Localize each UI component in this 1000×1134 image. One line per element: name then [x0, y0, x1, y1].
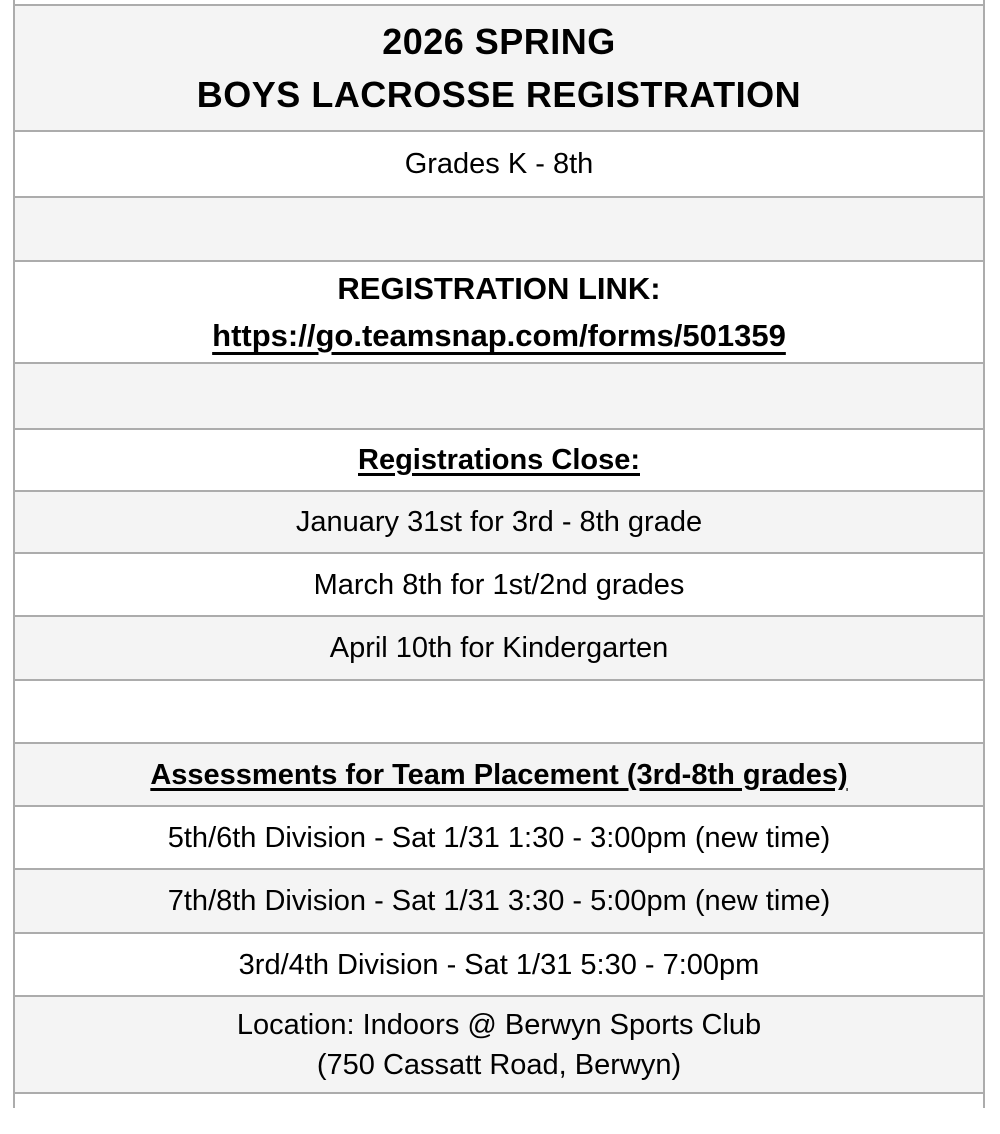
location-row [15, 997, 983, 1094]
page-title-line-1: 2026 SPRING [382, 21, 616, 62]
close-date-3rd-8th-row [15, 492, 983, 554]
spacer-row-1 [15, 198, 983, 262]
grades-text: Grades K - 8th [404, 148, 594, 180]
title-row [15, 6, 983, 132]
spacer-row-2 [15, 364, 983, 430]
location-line-2: (750 Cassatt Road, Berwyn) [316, 1048, 682, 1081]
spacer-row-3 [15, 681, 983, 744]
close-date-1st-2nd: March 8th for 1st/2nd grades [313, 568, 685, 601]
registration-link-row [15, 262, 983, 364]
close-date-kindergarten: April 10th for Kindergarten [329, 632, 669, 664]
registration-link-url[interactable]: https://go.teamsnap.com/forms/501359 [212, 318, 786, 353]
assessments-heading-row [15, 744, 983, 807]
assessment-3rd-4th: 3rd/4th Division - Sat 1/31 5:30 - 7:00pm [238, 948, 760, 981]
close-date-kindergarten-row [15, 617, 983, 681]
assessment-7th-8th: 7th/8th Division - Sat 1/31 3:30 - 5:00pm (new time) [167, 885, 831, 917]
grades-row [15, 132, 983, 198]
assessment-3rd-4th-row [15, 934, 983, 997]
registrations-close-heading-row [15, 430, 983, 492]
registration-link-label: REGISTRATION LINK: [337, 271, 661, 306]
assessments-heading: Assessments for Team Placement (3rd-8th grades) [150, 758, 848, 791]
assessment-7th-8th-row [15, 870, 983, 934]
registration-table [13, 0, 985, 1108]
page-title-line-2: BOYS LACROSSE REGISTRATION [196, 74, 802, 115]
assessment-5th-6th-row [15, 807, 983, 870]
close-date-1st-2nd-row [15, 554, 983, 617]
assessment-5th-6th: 5th/6th Division - Sat 1/31 1:30 - 3:00pm (new time) [167, 821, 831, 854]
registrations-close-heading: Registrations Close: [358, 444, 640, 476]
cropped-row-bottom [15, 1094, 983, 1134]
location-line-1: Location: Indoors @ Berwyn Sports Club [236, 1008, 762, 1041]
close-date-3rd-8th: January 31st for 3rd - 8th grade [295, 506, 703, 538]
